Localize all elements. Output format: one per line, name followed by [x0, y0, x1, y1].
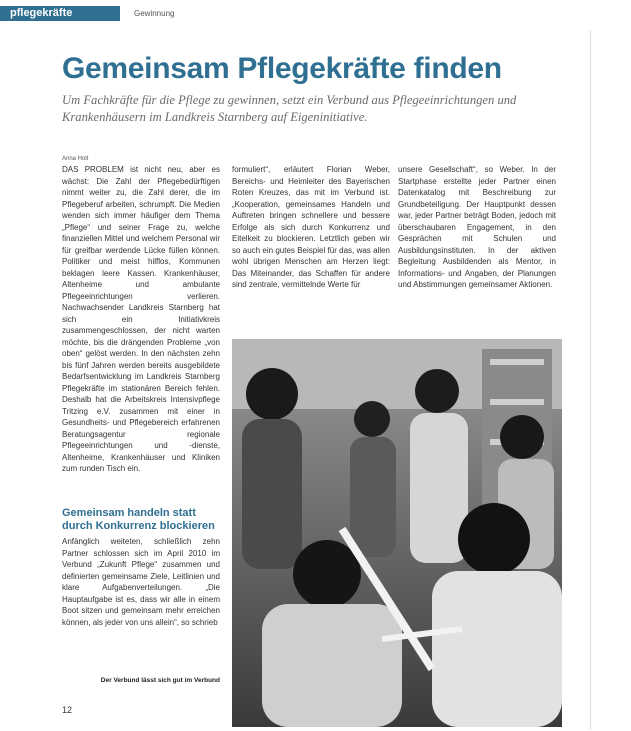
body-column-1: DAS PROBLEM ist nicht neu, aber es wächst: Die Zahl der Pflegebedürftigen nimmt weiter zu, die Zahl derer, die im Pflegeberuf arbeiten, schrumpft. Die Medien wenden sich immer häufiger dem Thema „Pflege“ und seiner Frage zu, welche finanziellen Mittel und welchem Personal wir für greifbar werdende Lücke füllen können. Politiker und meist hilflos, Kommunen beklagen leere Kassen. Krankenhäuser, Altenheime und ambulante Pflegeeinrichtungen verlieren. Nachwachsender Landkreis Starnberg hat sich ein Initiativkreis zusammengeschlossen, der nicht warten möchte, bis die drängenden Probleme „von oben“ gelöst werden. In den nächsten zehn bis fünf Jahren werden bereits ausgebildete Bedarfsentwicklung im Landkreis Starnberg Pflegekräfte im stationären Bereich fehlen. Deshalb hat die Arbeitskreis Intensivpflege Tritzing e.V. zusammen mit einer in Gesundheits- und Pflegebereich erfahrenen Beratungsagentur regionale Pflegeeinrichtungen und -dienste, Altenheime, Krankenhäuser und Kliniken zum runden Tisch ein. — [62, 165, 220, 473]
page-edge-divider — [590, 30, 591, 730]
group-photo — [232, 339, 562, 727]
article-title: Gemeinsam Pflegekräfte finden — [62, 52, 502, 85]
body-column-2: formuliert“, erläutert Florian Weber, Bereichs- und Heimleiter des Bayerischen Roten Kreuzes, das mit im Verbund ist. „Kooperation, gemeinsames Handeln und Auftreten bringen schnellere und bessere Erfolge als sich durch Konkurrenz und Eitelkeit zu blockieren. Letztlich geben wir so auch ein gutes Beispiel für das, was allen wohl übrigen Menschen am Herzen liegt: Das Miteinander, das Schaffen für andere sind zentrale, vermittelnde Werte für — [232, 165, 390, 289]
body-column-1-continued: Anfänglich weiteten, schließlich zehn Partner schlossen sich im April 2010 im Verbund „Zukunft Pflege“ zusammen und definierten gemeinsame Ziele, Leitlinien und klare Aufgabenverteilungen. „Die Hauptaufgabe ist es, dass wir alle in einem Boot sitzen und gemeinsam mehr erreichen können, als jeder von uns allein“, so schrieb — [62, 537, 220, 627]
author-byline: Anna Holt — [62, 156, 89, 162]
body-column-3: unsere Gesellschaft“, so Weber. In der Startphase erstellte jeder Partner einen Datenkatalog mit Beschreibung zur Grundbeteiligung. Der Hauptpunkt dessen war, jeder Partner beträgt Boden, jedoch mit überschaubaren Engagement, in den Gesprächen mit Schulen und Ausbildungsinstituten. In der aktiven Begleitung Ausbildenden als Mentor, in Informations- und Angaben, der Planungen und Abstimmungen gemeinsamer Aktionen. — [398, 165, 556, 289]
photo-caption: Der Verbund lässt sich gut im Verbund — [100, 677, 220, 684]
section-tab: pflegekräfte — [0, 6, 120, 21]
category-label: Gewinnung — [134, 9, 175, 18]
page-number: 12 — [62, 705, 73, 715]
article-subhead: Gemeinsam handeln statt durch Konkurrenz blockieren — [62, 507, 215, 532]
article-lead: Um Fachkräfte für die Pflege zu gewinnen, setzt ein Verbund aus Pflegeeinrichtungen und Krankenhäusern im Landkreis Starnberg auf Eigeninitiative. — [62, 93, 517, 124]
